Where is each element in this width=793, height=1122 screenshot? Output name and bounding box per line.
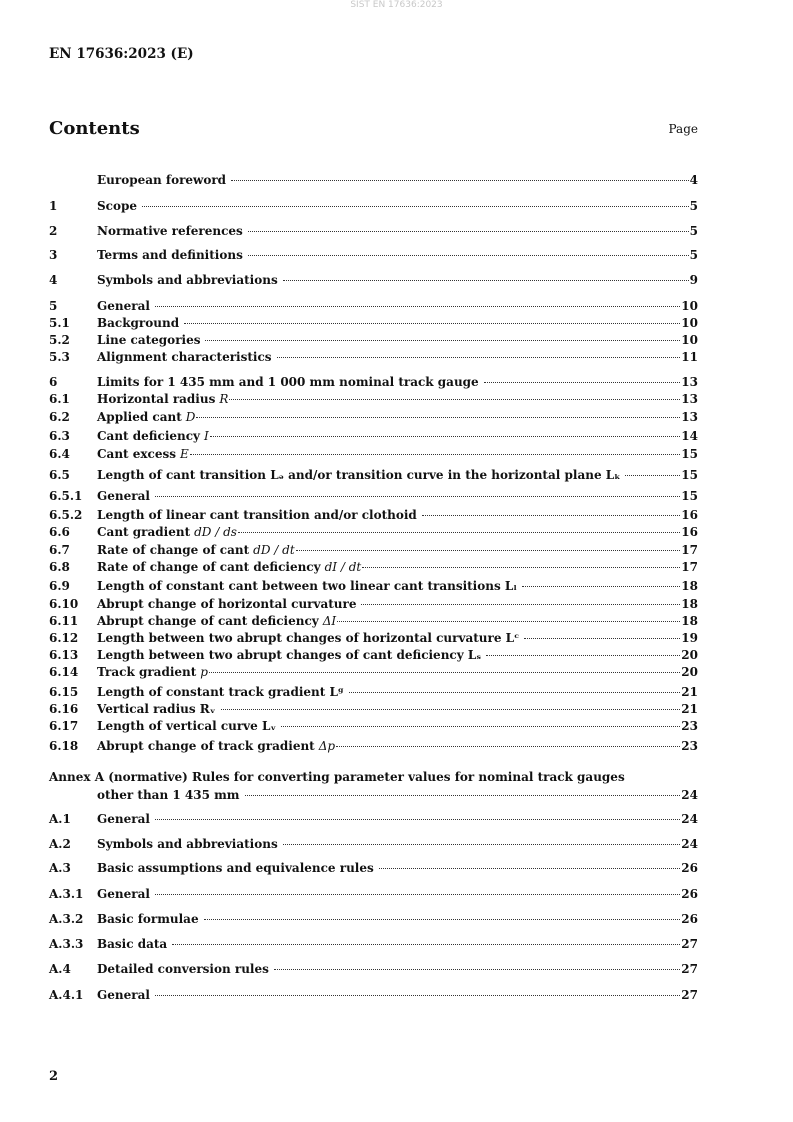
toc-entry[interactable] [49, 597, 698, 612]
toc-entry[interactable] [49, 508, 698, 523]
toc-entry-title: Track gradient [97, 665, 197, 679]
toc-entry-title: General [97, 812, 150, 826]
toc-entry[interactable] [49, 988, 698, 1003]
toc-entry-title: Alignment characteristics [97, 350, 272, 364]
toc-entry-number: 6.5 [49, 468, 70, 482]
toc-entry[interactable] [49, 887, 698, 902]
dot-leader [155, 819, 680, 820]
toc-entry[interactable] [49, 702, 698, 717]
toc-entry-number: 5.3 [49, 350, 70, 364]
toc-entry-title: Length of vertical curve Lᵥ [97, 719, 277, 733]
toc-entry-page: 4 [689, 173, 698, 187]
toc-entry[interactable] [49, 489, 698, 504]
toc-entry-page: 27 [681, 988, 698, 1002]
toc-entry-page: 13 [681, 375, 698, 389]
toc-entry-title: General [97, 489, 150, 503]
toc-entry-number: 6.17 [49, 719, 79, 733]
toc-entry-symbol: ΔI [322, 614, 337, 628]
toc-entry-number: 6 [49, 375, 58, 389]
toc-entry-title: Line categories [97, 333, 201, 347]
toc-entry-page: 16 [681, 508, 698, 522]
dot-leader [337, 621, 680, 622]
toc-entry-title: Horizontal radius [97, 392, 216, 406]
toc-entry-title: Length between two abrupt changes of horizontal curvature Lᶜ [97, 631, 520, 645]
toc-entry-title: General [97, 988, 150, 1002]
toc-entry-page: 23 [681, 739, 698, 753]
toc-entry-number: 5.2 [49, 333, 70, 347]
toc-entry[interactable] [49, 543, 698, 558]
dot-leader [204, 919, 681, 920]
toc-entry[interactable] [49, 199, 698, 214]
toc-entry-page: 21 [681, 702, 698, 716]
toc-entry-number: 6.15 [49, 685, 79, 699]
toc-entry[interactable] [49, 579, 698, 594]
dot-leader [221, 709, 681, 710]
toc-entry-page: 10 [681, 333, 698, 347]
dot-leader [196, 417, 680, 418]
toc-entry-number: A.4 [49, 962, 71, 976]
toc-entry-title: Rate of change of cant deficiency [97, 560, 321, 574]
toc-entry[interactable] [49, 788, 698, 803]
toc-entry-title: Vertical radius Rᵥ [97, 702, 216, 716]
toc-entry-number: 6.14 [49, 665, 79, 679]
toc-entry-title: Abrupt change of horizontal curvature [97, 597, 357, 611]
toc-entry-title: Length of constant cant between two linear cant transitions Lₗ [97, 579, 517, 593]
toc-entry-title: Detailed conversion rules [97, 962, 269, 976]
toc-entry[interactable] [49, 685, 698, 700]
toc-entry-number: 6.10 [49, 597, 79, 611]
toc-entry-symbol: Δp [318, 739, 336, 753]
toc-entry-number: 6.12 [49, 631, 79, 645]
toc-entry-title: Abrupt change of cant deficiency [97, 614, 319, 628]
toc-entry-number: 6.5.2 [49, 508, 83, 522]
annex-a-heading[interactable]: Annex A (normative) Rules for converting parameter values for nominal track gauges [49, 770, 625, 784]
dot-leader [155, 894, 680, 895]
toc-entry-title: Basic assumptions and equivalence rules [97, 861, 374, 875]
toc-entry-title: Length of constant track gradient Lᵍ [97, 685, 344, 699]
toc-entry-title: Symbols and abbreviations [97, 273, 278, 287]
toc-entry-page: 17 [681, 543, 698, 557]
toc-entry-number: 6.18 [49, 739, 79, 753]
toc-entry-number: A.2 [49, 837, 71, 851]
toc-entry[interactable] [49, 392, 698, 407]
toc-entry[interactable] [49, 861, 698, 876]
toc-entry-number: 6.5.1 [49, 489, 83, 503]
toc-entry-page: 24 [681, 812, 698, 826]
page-title: Contents [49, 118, 140, 139]
dot-leader [283, 844, 681, 845]
toc-entry-number: A.4.1 [49, 988, 84, 1002]
toc-entry-page: 5 [689, 199, 698, 213]
toc-entry[interactable] [49, 648, 698, 663]
toc-entry-title: Abrupt change of track gradient [97, 739, 315, 753]
toc-entry-page: 14 [681, 429, 698, 443]
toc-entry-title: Length between two abrupt changes of cant deficiency Lₛ [97, 648, 482, 662]
toc-entry-page: 9 [689, 273, 698, 287]
dot-leader [336, 746, 680, 747]
toc-entry-page: 18 [681, 597, 698, 611]
toc-entry-page: 13 [681, 410, 698, 424]
toc-entry[interactable] [49, 316, 698, 331]
toc-entry-title: Cant deficiency [97, 429, 201, 443]
toc-entry-page: 13 [681, 392, 698, 406]
dot-leader [210, 436, 681, 437]
toc-entry-title: Terms and definitions [97, 248, 243, 262]
dot-leader [274, 969, 680, 970]
toc-entry-symbol: I [204, 429, 209, 443]
toc-entry-page: 16 [681, 525, 698, 539]
dot-leader [142, 206, 689, 207]
toc-entry-page: 19 [681, 631, 698, 645]
toc-entry[interactable] [49, 837, 698, 852]
toc-entry[interactable] [49, 812, 698, 827]
toc-entry-page: 20 [681, 648, 698, 662]
dot-leader [277, 357, 681, 358]
dot-leader [362, 567, 680, 568]
toc-entry-page: 15 [681, 468, 698, 482]
toc-entry[interactable] [49, 912, 698, 927]
toc-entry-symbol: E [180, 447, 189, 461]
toc-entry-title: other than 1 435 mm [97, 788, 240, 802]
toc-entry[interactable] [49, 525, 698, 540]
dot-leader [349, 692, 680, 693]
toc-entry-page: 27 [681, 937, 698, 951]
dot-leader [155, 995, 680, 996]
toc-entry-page: 17 [681, 560, 698, 574]
toc-entry-title: Cant gradient [97, 525, 191, 539]
toc-entry-number: 3 [49, 248, 58, 262]
toc-entry-symbol: R [219, 392, 229, 406]
toc-entry-title: Length of cant transition Lₔ and/or transition curve in the horizontal plane Lₖ [97, 468, 621, 482]
toc-entry-page: 10 [681, 299, 698, 313]
toc-entry-page: 15 [681, 489, 698, 503]
toc-entry-page: 20 [681, 665, 698, 679]
page-column-label: Page [668, 122, 698, 136]
toc-entry[interactable] [49, 631, 698, 646]
toc-entry-number: 6.2 [49, 410, 70, 424]
toc-entry-number: A.1 [49, 812, 71, 826]
toc-entry-number: A.3 [49, 861, 71, 875]
toc-entry[interactable] [49, 560, 698, 575]
toc-entry-number: 6.11 [49, 614, 79, 628]
toc-entry[interactable] [49, 375, 698, 390]
toc-entry-number: 1 [49, 199, 58, 213]
toc-entry-number: 6.4 [49, 447, 70, 461]
toc-entry[interactable] [49, 410, 698, 425]
page-number: 2 [49, 1069, 59, 1084]
dot-leader [484, 382, 681, 383]
toc-entry-number: 6.1 [49, 392, 70, 406]
toc-entry-title: Basic data [97, 937, 168, 951]
dot-leader [184, 323, 680, 324]
toc-entry-title: General [97, 887, 150, 901]
toc-entry-page: 10 [681, 316, 698, 330]
toc-entry[interactable] [49, 248, 698, 263]
toc-entry[interactable] [49, 665, 698, 680]
toc-entry-number: 6.9 [49, 579, 70, 593]
dot-leader [155, 496, 680, 497]
toc-entry[interactable] [49, 273, 698, 288]
toc-entry[interactable] [49, 224, 698, 239]
dot-leader [190, 454, 681, 455]
dot-leader [172, 944, 680, 945]
toc-entry[interactable] [49, 333, 698, 348]
toc-entry-title: Rate of change of cant [97, 543, 250, 557]
toc-entry[interactable] [49, 739, 698, 754]
toc-entry-number: 6.3 [49, 429, 70, 443]
dot-leader [155, 306, 680, 307]
toc-entry-symbol: D [185, 410, 196, 424]
dot-leader [361, 604, 680, 605]
toc-entry-page: 15 [681, 447, 698, 461]
dot-leader [248, 231, 689, 232]
toc-entry-page: 18 [681, 614, 698, 628]
toc-entry-page: 5 [689, 248, 698, 262]
toc-entry[interactable] [49, 937, 698, 952]
toc-entry-number: 6.13 [49, 648, 79, 662]
dot-leader [422, 515, 680, 516]
toc-entry-number: A.3.3 [49, 937, 84, 951]
toc-entry-number: A.3.1 [49, 887, 84, 901]
document-id: EN 17636:2023 (E) [49, 46, 194, 62]
dot-leader [248, 255, 689, 256]
toc-entry-title: Basic formulae [97, 912, 199, 926]
toc-entry-page: 21 [681, 685, 698, 699]
dot-leader [524, 638, 680, 639]
toc-entry[interactable] [49, 429, 698, 444]
dot-leader [238, 532, 680, 533]
toc-entry[interactable] [49, 173, 698, 188]
toc-entry-number: 6.8 [49, 560, 70, 574]
toc-entry-symbol: dD / ds [194, 525, 237, 539]
toc-entry-number: 5 [49, 299, 58, 313]
toc-entry-number: 4 [49, 273, 58, 287]
toc-entry-page: 11 [681, 350, 698, 364]
toc-entry-number: A.3.2 [49, 912, 84, 926]
toc-entry-page: 24 [681, 788, 698, 802]
toc-entry-page: 26 [681, 887, 698, 901]
toc-entry-title: Scope [97, 199, 138, 213]
dot-leader [281, 726, 680, 727]
toc-entry-symbol: dI / dt [324, 560, 362, 574]
toc-entry-title: Cant excess [97, 447, 177, 461]
toc-entry-number: 5.1 [49, 316, 70, 330]
toc-entry-title: Applied cant [97, 410, 182, 424]
toc-entry-page: 26 [681, 861, 698, 875]
watermark: SIST EN 17636:2023 [350, 0, 443, 10]
toc-entry-title: General [97, 299, 150, 313]
toc-entry-symbol: p [200, 665, 208, 679]
dot-leader [245, 795, 681, 796]
toc-entry-title: Length of linear cant transition and/or clothoid [97, 508, 417, 522]
toc-entry-title: European foreword [97, 173, 227, 187]
dot-leader [209, 672, 680, 673]
toc-entry[interactable] [49, 350, 698, 365]
toc-entry-number: 6.16 [49, 702, 79, 716]
dot-leader [625, 475, 680, 476]
toc-entry-page: 24 [681, 837, 698, 851]
dot-leader [231, 180, 689, 181]
toc-entry-page: 18 [681, 579, 698, 593]
toc-entry-number: 6.7 [49, 543, 70, 557]
toc-entry[interactable] [49, 962, 698, 977]
toc-entry-page: 23 [681, 719, 698, 733]
toc-entry[interactable] [49, 447, 698, 462]
toc-entry-page: 27 [681, 962, 698, 976]
dot-leader [283, 280, 689, 281]
toc-entry-number: 6.6 [49, 525, 70, 539]
toc-entry-symbol: dD / dt [253, 543, 295, 557]
dot-leader [379, 868, 681, 869]
toc-entry-title: Background [97, 316, 180, 330]
toc-entry-page: 26 [681, 912, 698, 926]
dot-leader [229, 399, 680, 400]
dot-leader [522, 586, 680, 587]
toc-entry[interactable] [49, 719, 698, 734]
toc-entry[interactable] [49, 468, 698, 483]
dot-leader [205, 340, 680, 341]
toc-entry-page: 5 [689, 224, 698, 238]
dot-leader [486, 655, 680, 656]
dot-leader [296, 550, 681, 551]
toc-entry-title: Normative references [97, 224, 243, 238]
toc-entry-number: 2 [49, 224, 58, 238]
toc-entry-title: Limits for 1 435 mm and 1 000 mm nominal track gauge [97, 375, 479, 389]
toc-entry[interactable] [49, 614, 698, 629]
toc-entry[interactable] [49, 299, 698, 314]
toc-entry-title: Symbols and abbreviations [97, 837, 278, 851]
